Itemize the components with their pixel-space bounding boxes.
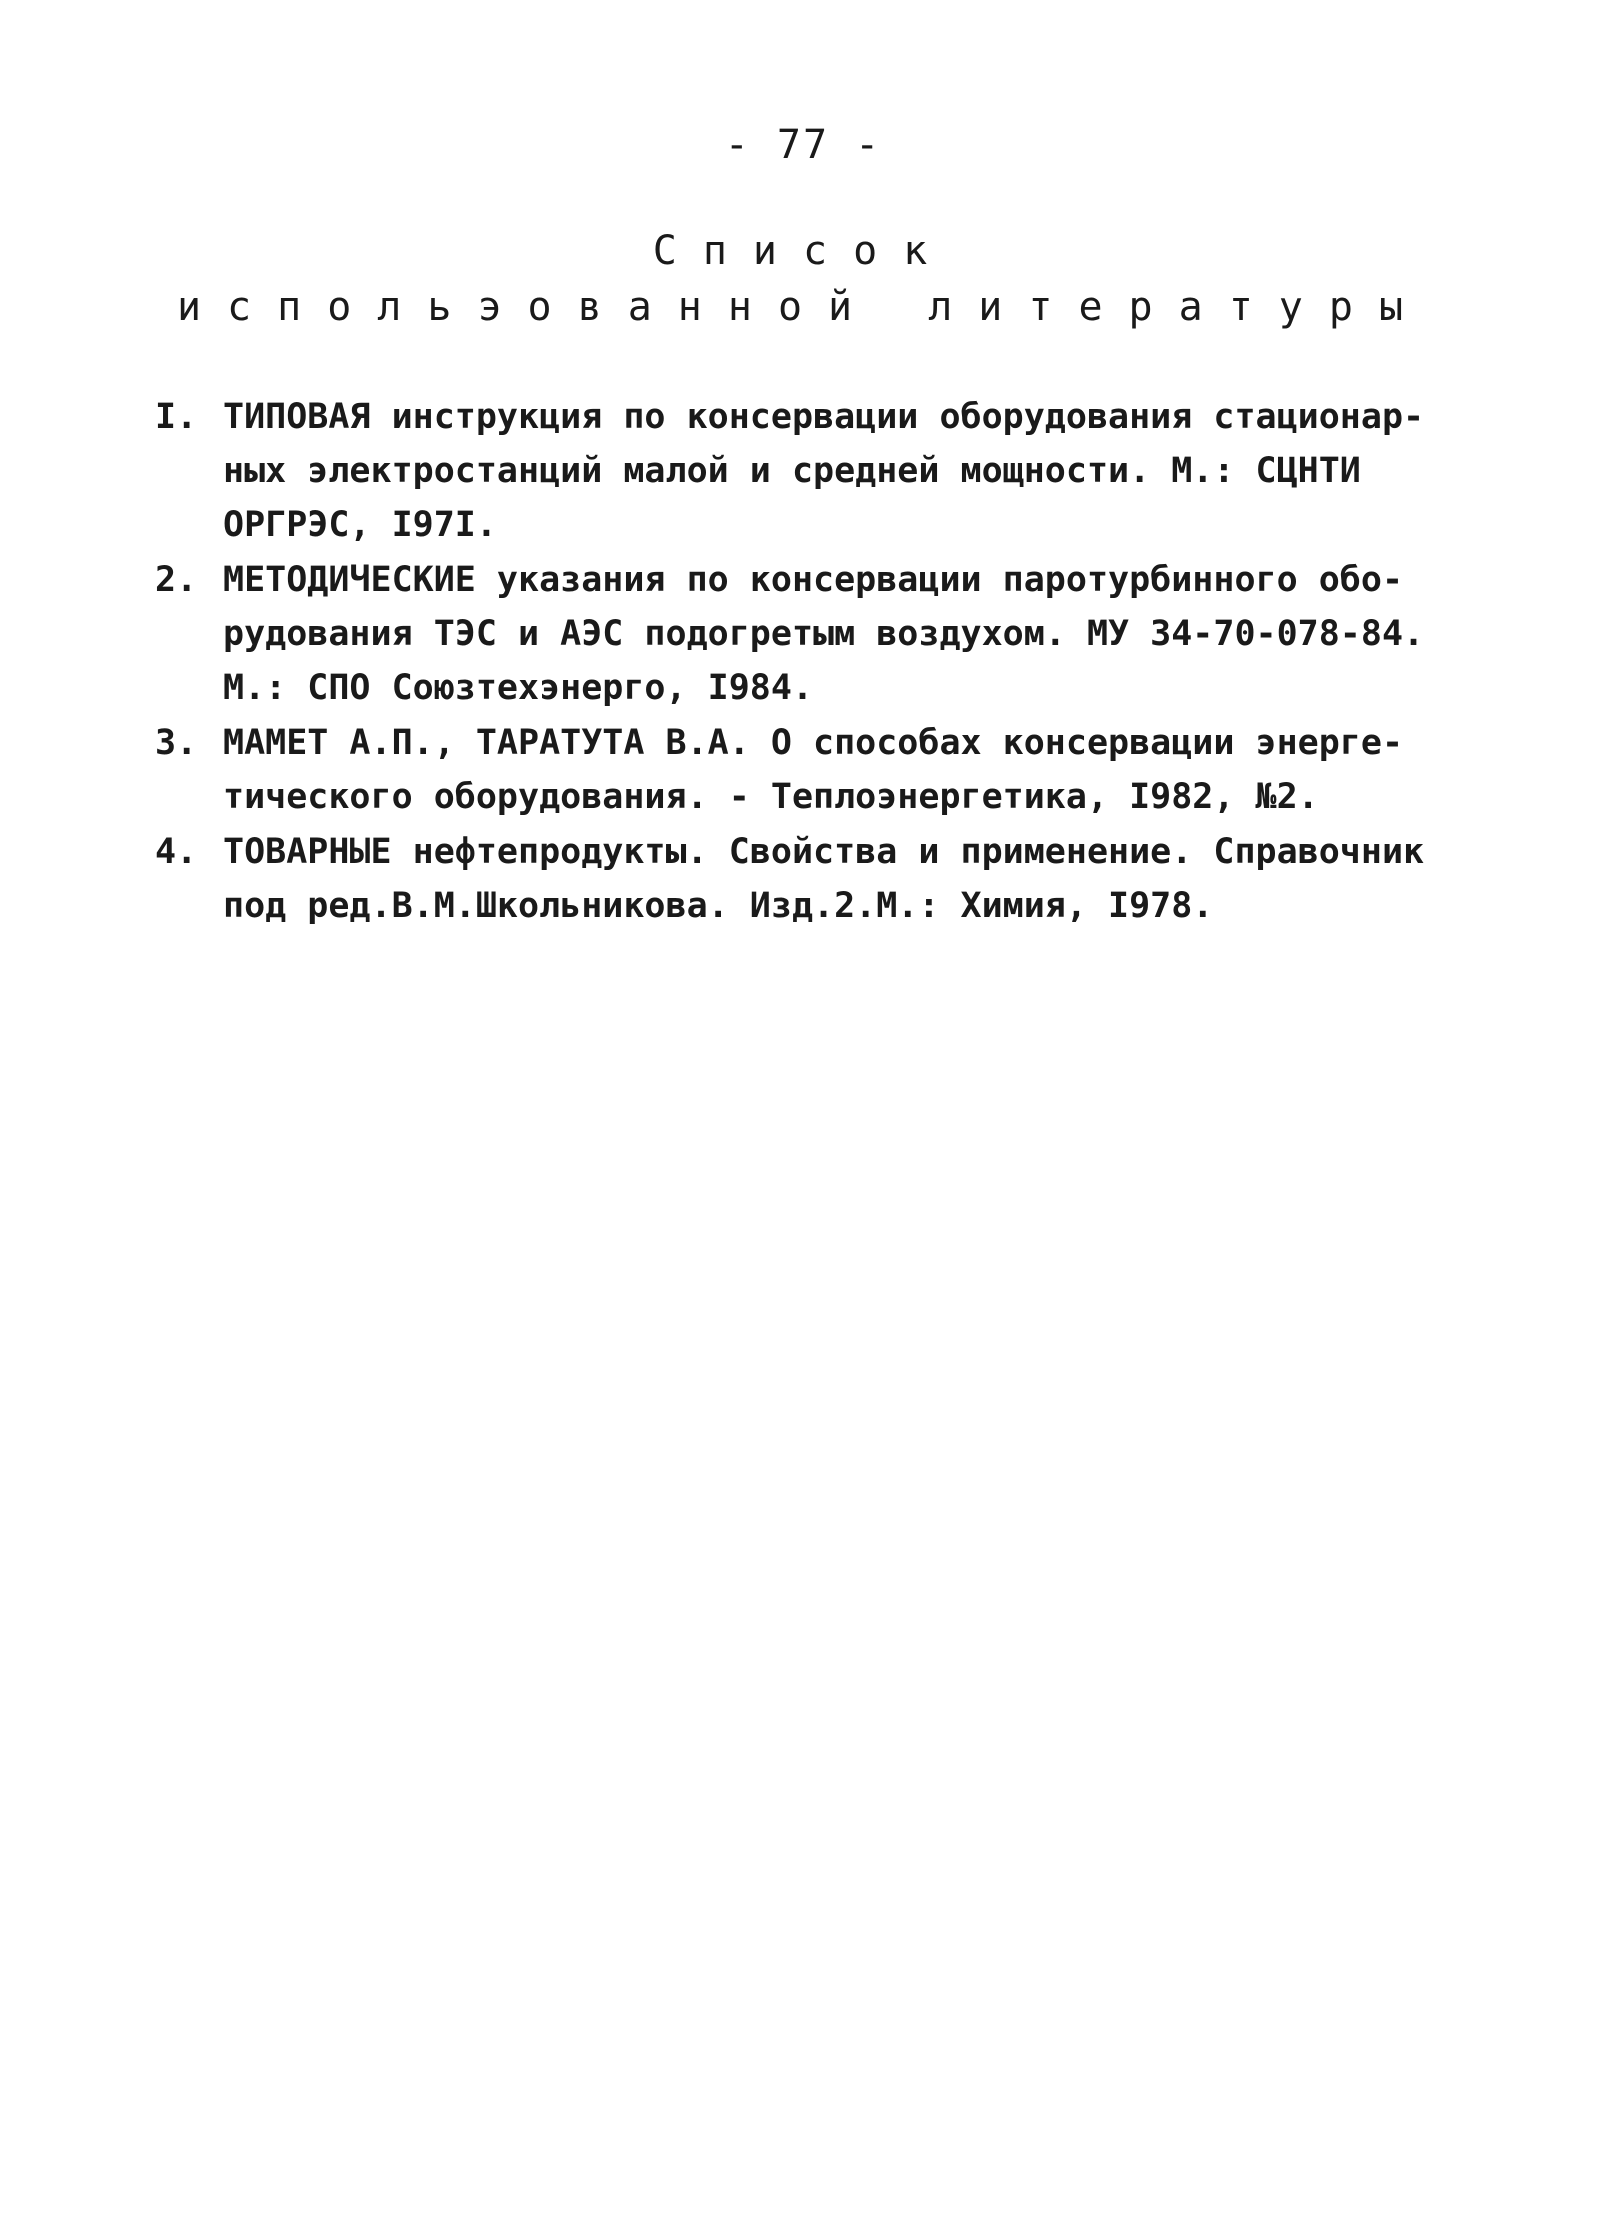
reference-line: МЕТОДИЧЕСКИЕ указания по консервации паротурбинного обо- bbox=[223, 560, 1404, 600]
reference-line: МАМЕТ А.П., ТАРАТУТА В.А. О способах консервации энерге- bbox=[223, 723, 1404, 763]
reference-line: рудования ТЭС и АЭС подогретым воздухом. МУ 34-70-078-84. bbox=[223, 614, 1425, 654]
reference-item bbox=[155, 825, 1455, 933]
page-number: - 77 - bbox=[724, 122, 882, 168]
reference-text bbox=[223, 716, 1455, 824]
reference-number: 2. bbox=[155, 560, 198, 600]
reference-item bbox=[155, 553, 1455, 715]
reference-item bbox=[155, 390, 1455, 552]
reference-line: под ред.В.М.Школьникова. Изд.2.М.: Химия, I978. bbox=[223, 886, 1214, 926]
reference-number: 3. bbox=[155, 723, 198, 763]
section-title: Список bbox=[652, 228, 954, 274]
reference-line: ОРГРЭС, I97I. bbox=[223, 505, 497, 545]
reference-number: I. bbox=[155, 397, 198, 437]
reference-text bbox=[223, 825, 1455, 933]
reference-line: М.: СПО Союзтехэнерго, I984. bbox=[223, 668, 814, 708]
reference-line: ТИПОВАЯ инструкция по консервации оборудования стационар- bbox=[223, 397, 1425, 437]
reference-line: ных электростанций малой и средней мощности. М.: СЦНТИ bbox=[223, 451, 1361, 491]
reference-line: тического оборудования. - Теплоэнергетика, I982, №2. bbox=[223, 777, 1319, 817]
reference-text bbox=[223, 390, 1455, 552]
reference-item bbox=[155, 716, 1455, 824]
reference-text bbox=[223, 553, 1455, 715]
reference-number: 4. bbox=[155, 832, 198, 872]
section-subtitle: испольэованной литературы bbox=[176, 284, 1430, 330]
reference-list bbox=[155, 390, 1455, 934]
reference-line: ТОВАРНЫЕ нефтепродукты. Свойства и применение. Справочник bbox=[223, 832, 1425, 872]
